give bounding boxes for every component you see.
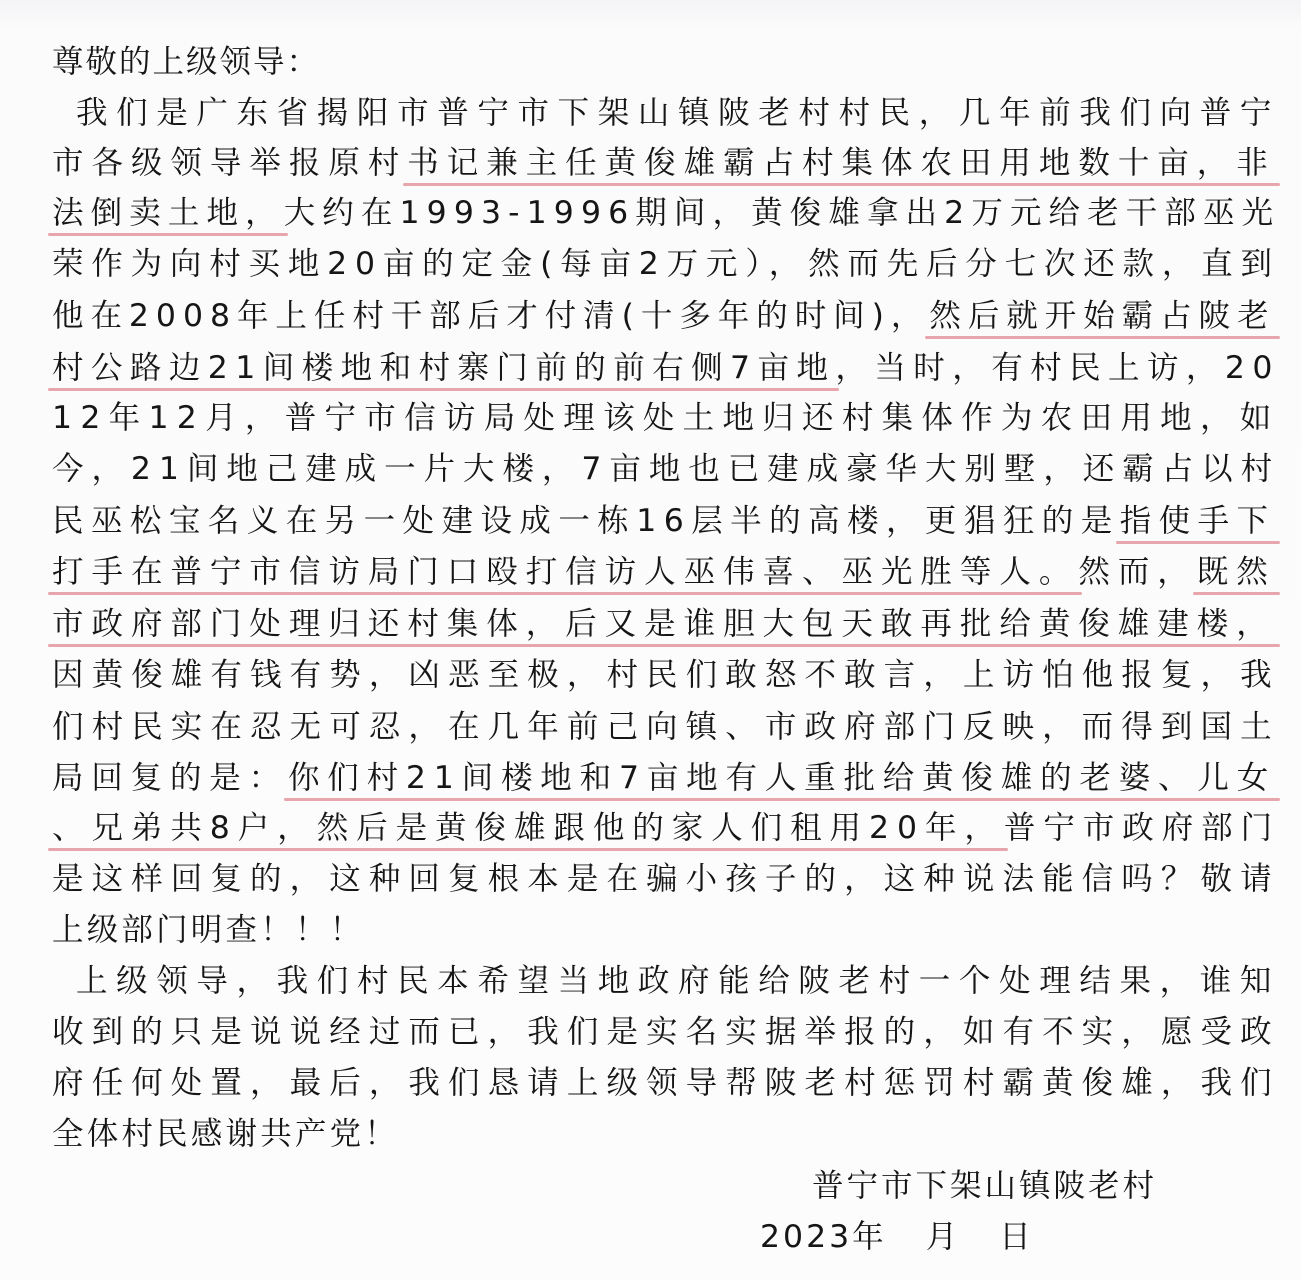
underlined-text: 法倒卖土地， xyxy=(52,195,284,231)
text-segment: 大约在1993-1996期间，黄俊雄拿出2万元给老干部巫光 xyxy=(283,195,1281,231)
letter-line xyxy=(52,239,1280,289)
underlined-text: 你们村21间楼地和7亩地有人重批给黄俊雄的老婆、儿女 xyxy=(287,760,1277,796)
text-segment: 们村民实在忍无可忍，在几年前己向镇、市政府部门反映，而得到国土 xyxy=(52,709,1280,745)
text-segment: 12年12月，普宁市信访局处理该处土地归还村集体作为农田用地，如 xyxy=(52,400,1280,436)
letter-line xyxy=(52,905,364,955)
text-segment: 荣作为向村买地20亩的定金(每亩2万元），然而先后分七次还款，直到 xyxy=(52,246,1280,282)
letter-line xyxy=(52,650,1280,700)
underlined-text: 打手在普宁市信访局门口殴打信访人巫伟喜、巫光胜等人。 xyxy=(52,554,1079,590)
underlined-text: 、兄弟共8户，然后是黄俊雄跟他的家人们租用20年， xyxy=(52,810,1004,846)
letter-line xyxy=(52,702,1280,752)
letter-line xyxy=(52,393,1280,443)
salutation: 尊敬的上级领导： xyxy=(52,44,321,80)
letter-line xyxy=(52,1007,1280,1057)
text-segment: ，当时，有村民上访，20 xyxy=(835,350,1280,386)
letter-line xyxy=(76,956,1280,1006)
text-segment: 因黄俊雄有钱有势，凶恶至极，村民们敢怒不敢言，上访怕他报复，我 xyxy=(52,657,1280,693)
letter-line xyxy=(52,1058,1280,1108)
text-segment: 是这样回复的，这种回复根本是在骗小孩子的，这种说法能信吗？敬请 xyxy=(52,861,1280,897)
underlined-text: 既然 xyxy=(1196,554,1276,590)
text-segment: 今，21间地己建成一片大楼，7亩地也已建成豪华大别墅，还霸占以村 xyxy=(52,451,1281,487)
text-segment: 他在2008年上任村干部后才付清(十多年的时间)， xyxy=(52,298,930,334)
letter-line xyxy=(52,496,1276,546)
underlined-text: 书记兼主任黄俊雄霸占村集体农田用地数十亩，非 xyxy=(407,145,1276,181)
letter-line xyxy=(52,599,1276,649)
underlined-text: 指使手下 xyxy=(1119,503,1276,539)
text-segment: 全体村民感谢共产党！ xyxy=(52,1116,400,1152)
underlined-text: 村公路边21间楼地和村寨门前的前右侧7亩地 xyxy=(52,350,836,386)
letter-line xyxy=(52,547,1276,597)
letter-line xyxy=(52,138,1276,188)
letter-line xyxy=(52,803,1280,853)
text-segment: 市各级领导举报原村 xyxy=(52,145,408,181)
text-segment: 普宁市政府部门 xyxy=(1003,810,1281,846)
letter-line xyxy=(52,188,1280,238)
text-segment: 局回复的是： xyxy=(52,760,288,796)
underlined-text: 然后就开始霸占陂老 xyxy=(929,298,1276,334)
letter-line xyxy=(52,291,1276,341)
text-segment: 民巫松宝名义在另一处建设成一栋16层半的高楼，更猖狂的是 xyxy=(52,503,1120,539)
text-segment: 收到的只是说说经过而已，我们是实名实据举报的，如有不实，愿受政 xyxy=(52,1014,1280,1050)
underlined-text: 市政府部门处理归还村集体，后又是谁胆大包天敢再批给黄俊雄建楼， xyxy=(52,606,1276,642)
letter-line xyxy=(76,88,1280,138)
text-segment: 上级部门明查！！！ xyxy=(52,912,365,948)
text-segment: 府任何处置，最后，我们恳请上级领导帮陂老村惩罚村霸黄俊雄，我们 xyxy=(52,1065,1280,1101)
letter-line xyxy=(52,753,1276,803)
date: 2023年 月 日 xyxy=(760,1219,1034,1255)
letter-line xyxy=(52,854,1280,904)
signature: 普宁市下架山镇陂老村 xyxy=(812,1168,1158,1204)
text-segment: 然而， xyxy=(1078,554,1197,590)
letter-line xyxy=(52,1109,399,1159)
text-segment: 上级领导，我们村民本希望当地政府能给陂老村一个处理结果，谁知 xyxy=(76,963,1281,999)
letter-line xyxy=(52,343,1280,393)
text-segment: 我们是广东省揭阳市普宁市下架山镇陂老村村民，几年前我们向普宁 xyxy=(76,95,1281,131)
letter-line xyxy=(52,444,1280,494)
